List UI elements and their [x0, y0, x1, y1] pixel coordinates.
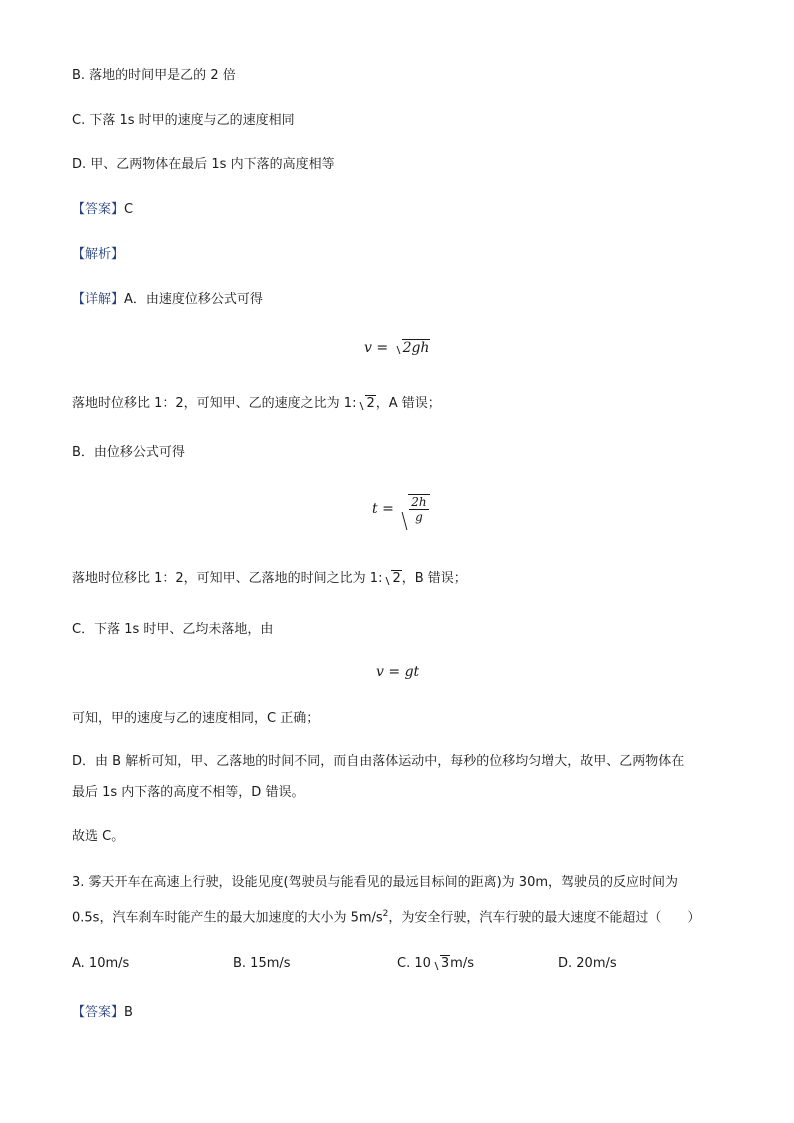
q3-option-d: D. 20m/s — [558, 956, 617, 971]
line-a-radicand: 2 — [366, 396, 375, 411]
formula-velocity-gt — [376, 662, 419, 682]
analysis-tag: 【解析】 — [72, 247, 125, 262]
q3-stem2-pre: 0.5s，汽车刹车时能产生的最大加速度的大小为 5m/s — [72, 910, 383, 926]
formula1-lhs: v — [364, 340, 372, 356]
q2-option-c: C. 下落 1s 时甲的速度与乙的速度相同 — [72, 113, 295, 128]
q2-line-d-1: D．由 B 解析可知，甲、乙落地的时间不同，而自由落体运动中，每秒的位移均匀增大，故甲、乙两物体在 — [72, 754, 685, 769]
answer-value: C — [124, 202, 134, 217]
q3-stem-line-1: 3. 雾天开车在高速上行驶，设能见度(驾驶员与能看见的最远目标间的距离)为 30m，驾驶员的反应时间为 — [72, 875, 679, 890]
sqrt-symbol — [398, 494, 429, 524]
q2-analysis-heading — [72, 245, 124, 265]
answer-tag: 【答案】 — [72, 202, 125, 217]
formula1-eq: = — [371, 340, 393, 356]
q3-option-c-pre: C. 10 — [397, 956, 431, 971]
line-a-pre: 落地时位移比 1：2，可知甲、乙的速度之比为 1: — [72, 396, 357, 411]
q2-detail-a-intro — [72, 290, 263, 310]
q2-line-a-ratio — [72, 394, 441, 414]
sqrt-symbol — [356, 394, 375, 414]
detail-tag: 【详解】 — [72, 292, 125, 307]
q3-option-a: A. 10m/s — [72, 956, 130, 971]
q3-option-c-post: m/s — [450, 956, 474, 971]
line-b-post: ，B 错误； — [401, 571, 467, 586]
answer-value: B — [124, 1005, 133, 1020]
formula2-denominator: g — [415, 510, 423, 524]
q3-stem2-post: ，为安全行驶，汽车行驶的最大速度不能超过（ ） — [388, 910, 701, 926]
formula2-lhs: t — [372, 501, 378, 517]
line-b-radicand: 2 — [392, 571, 401, 586]
formula-time-sqrt — [372, 494, 430, 524]
q2-answer — [72, 200, 133, 220]
q2-option-d: D. 甲、乙两物体在最后 1s 内下落的高度相等 — [72, 157, 335, 172]
formula-velocity-sqrt — [364, 338, 430, 358]
line-a-post: ，A 错误； — [375, 396, 441, 411]
detail-a-text: A．由速度位移公式可得 — [124, 292, 263, 307]
q3-stem-line-2 — [72, 904, 700, 928]
line-b-pre: 落地时位移比 1：2，可知甲、乙落地的时间之比为 1: — [72, 571, 383, 586]
sqrt-symbol — [382, 569, 401, 589]
formula3-eq: = — [383, 664, 405, 680]
q2-line-b-ratio — [72, 569, 467, 589]
q3-option-c — [397, 954, 474, 974]
q3-option-c-radicand: 3 — [440, 956, 450, 971]
q2-line-d-2: 最后 1s 内下落的高度不相等，D 错误。 — [72, 785, 305, 800]
q3-stem2-sup: 2 — [382, 909, 389, 919]
formula1-radicand: 2gh — [402, 340, 430, 356]
q2-line-c-result: 可知，甲的速度与乙的速度相同，C 正确； — [72, 711, 320, 726]
q2-detail-c-intro: C．下落 1s 时甲、乙均未落地，由 — [72, 622, 274, 637]
sqrt-symbol — [393, 338, 431, 358]
q2-detail-b-intro: B．由位移公式可得 — [72, 445, 185, 460]
sqrt-symbol — [431, 954, 450, 974]
q2-option-b: B. 落地的时间甲是乙的 2 倍 — [72, 68, 236, 83]
q3-option-b: B. 15m/s — [233, 956, 291, 971]
q3-answer — [72, 1003, 133, 1023]
q2-conclusion: 故选 C。 — [72, 829, 125, 844]
formula2-eq: = — [377, 501, 399, 517]
formula3-lhs: v — [376, 664, 384, 680]
formula2-numerator: 2h — [411, 495, 427, 509]
answer-tag: 【答案】 — [72, 1005, 125, 1020]
formula3-rhs: gt — [404, 664, 420, 680]
